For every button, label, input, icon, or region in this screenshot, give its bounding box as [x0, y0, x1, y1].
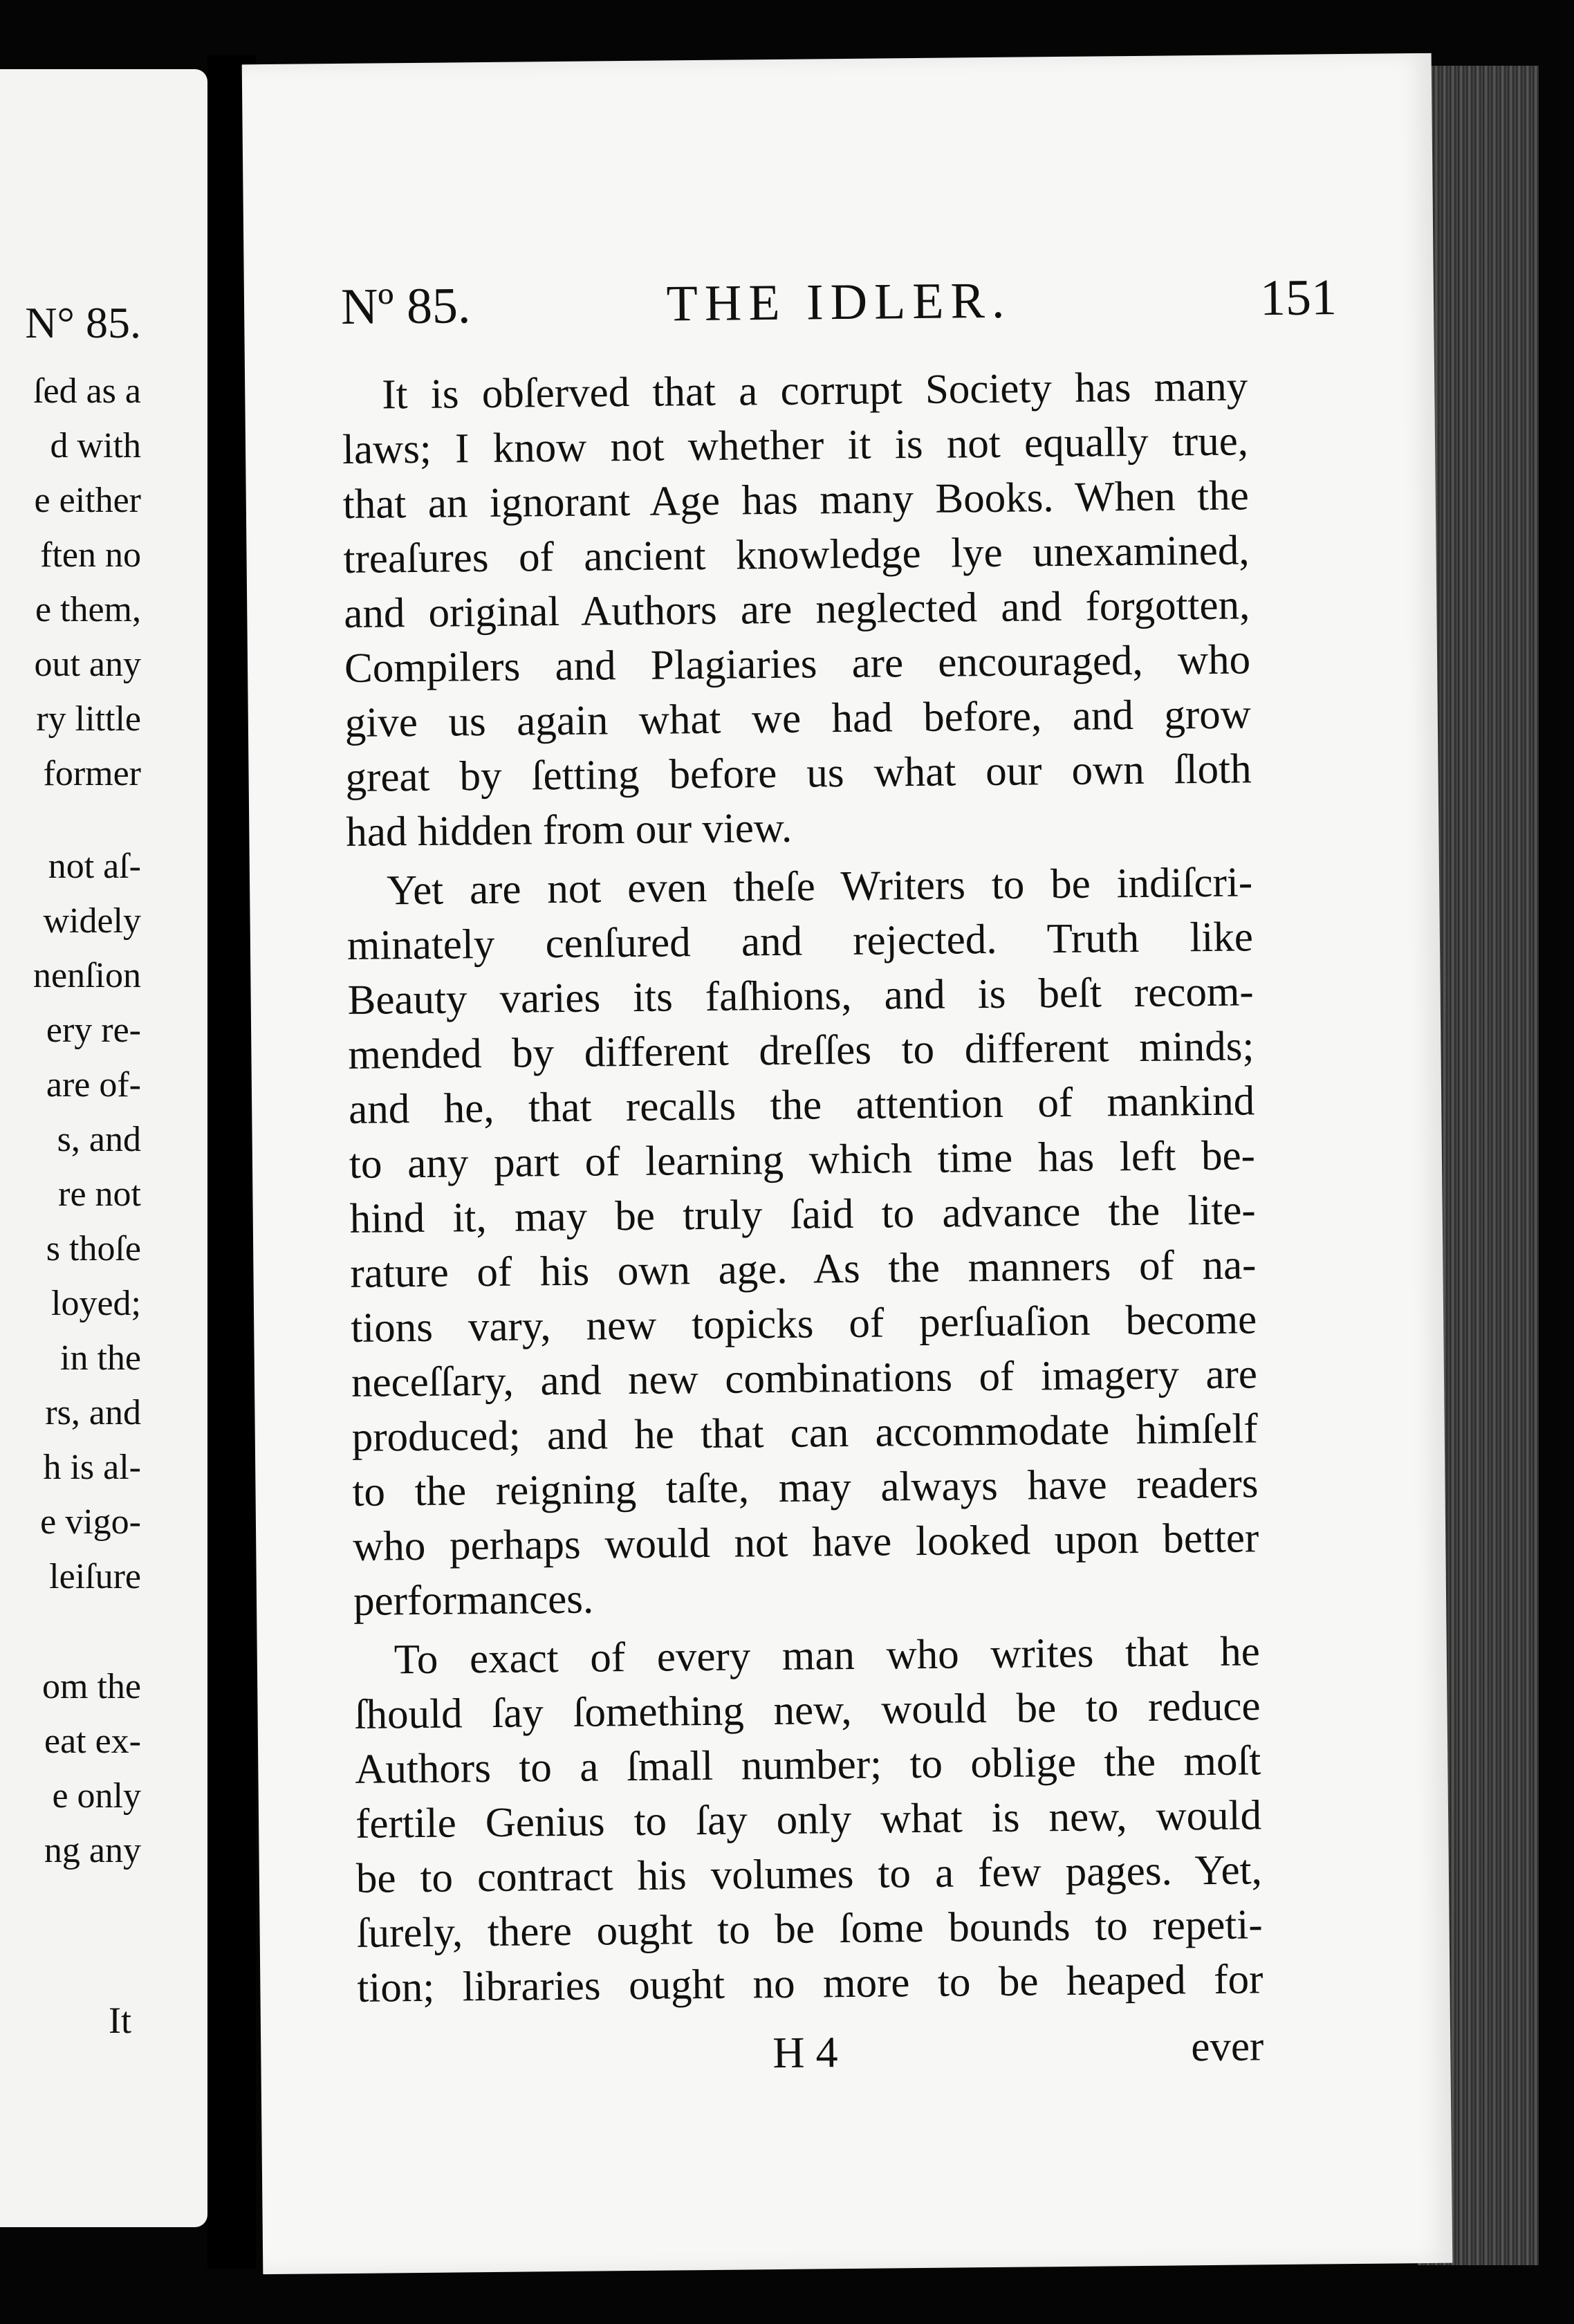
previous-page-fragment	[0, 69, 207, 2227]
previous-page-line: rs, and	[45, 1393, 141, 1432]
previous-page-line: d with	[50, 426, 141, 465]
text-line: ſhould ſay ſomething new, would be to reduce	[354, 1683, 1261, 1738]
previous-page-line: om the	[42, 1667, 141, 1706]
text-line: and original Authors are neglected and forgotten,	[344, 582, 1250, 637]
previous-page-line: e them,	[35, 590, 141, 629]
paragraph	[353, 1624, 1263, 2016]
previous-page-catchword: It	[109, 2000, 131, 2041]
previous-page-line: leiſure	[49, 1557, 141, 1596]
text-line: minately cenſured and rejected. Truth like	[346, 914, 1254, 969]
text-line: To exact of every man who writes that he	[393, 1628, 1261, 1684]
text-line: produced; and he that can accommodate himſelf	[351, 1405, 1259, 1461]
text-line: to the reigning taſte, may always have readers	[352, 1460, 1259, 1515]
running-title: THE IDLER.	[666, 272, 1012, 333]
previous-page-line: loyed;	[51, 1284, 141, 1323]
previous-page-running-number: N° 85.	[25, 298, 141, 347]
text-line: neceſſary, and new combinations of imagery are	[351, 1351, 1258, 1406]
text-line: rature of his own age. As the manners of na-	[350, 1242, 1257, 1297]
paragraph	[346, 855, 1260, 1629]
text-line: who perhaps would not have looked upon better	[352, 1515, 1259, 1570]
text-line: Yet are not even theſe Writers to be indiſcri-	[386, 859, 1253, 914]
text-line: give us again what we had before, and grow	[344, 691, 1252, 746]
previous-page-line: widely	[43, 901, 141, 941]
previous-page-line: not aſ-	[48, 847, 141, 886]
text-line: to any part of learning which time has left be-	[349, 1132, 1256, 1188]
previous-page-line: in the	[60, 1338, 141, 1378]
text-line: Beauty varies its faſhions, and is beſt recom-	[347, 968, 1254, 1024]
previous-page-line: ften no	[40, 535, 141, 575]
previous-page-line: former	[43, 754, 141, 793]
text-line: Compilers and Plagiaries are encouraged, who	[344, 636, 1251, 692]
previous-page-line: ſed as a	[33, 371, 141, 411]
text-line: hind it, may be truly ſaid to advance the lite-	[349, 1187, 1256, 1242]
previous-page-line: e only	[52, 1776, 141, 1816]
text-line: tion; libraries ought no more to be heaped for	[357, 1956, 1263, 2011]
page-number: 151	[1259, 269, 1337, 327]
previous-page-line: h is al-	[43, 1448, 141, 1487]
previous-page-line: eat ex-	[44, 1722, 141, 1761]
previous-page-line: s, and	[57, 1120, 141, 1159]
previous-page-line: are of-	[46, 1065, 141, 1105]
issue-number: Nº 85.	[340, 277, 471, 335]
page-footer	[358, 2022, 1264, 2087]
text-line: mended by different dreſſes to different minds;	[348, 1023, 1254, 1078]
current-page	[242, 53, 1453, 2274]
text-line: Authors to a ſmall number; to oblige the moſt	[355, 1737, 1261, 1793]
text-line: had hidden from our view.	[346, 804, 793, 856]
text-line: great by ſetting before us what our own ſloth	[345, 746, 1252, 801]
text-line: performances.	[353, 1576, 594, 1625]
text-line: treaſures of ancient knowledge lye unexamined,	[343, 527, 1250, 582]
running-header	[341, 268, 1337, 354]
previous-page-line: nenſion	[33, 956, 141, 995]
previous-page-line: e vigo-	[40, 1502, 141, 1542]
previous-page-line: out any	[34, 645, 141, 684]
previous-page-line: ry little	[36, 699, 141, 739]
text-line: that an ignorant Age has many Books. When the	[342, 472, 1250, 528]
page-body-text	[342, 359, 1263, 2015]
previous-page-line: s thoſe	[46, 1229, 141, 1269]
previous-page-line: ery re-	[46, 1011, 141, 1050]
text-line: laws; I know not whether it is not equally true,	[342, 418, 1249, 473]
catchword: ever	[1190, 2023, 1264, 2071]
text-line: ſurely, there ought to be ſome bounds to repeti-	[356, 1901, 1263, 1957]
text-line: It is obſerved that a corrupt Society has many	[381, 363, 1248, 418]
text-line: tions vary, new topicks of perſuaſion become	[350, 1296, 1257, 1352]
text-line: be to contract his volumes to a few pages. Yet,	[355, 1847, 1263, 1902]
text-line: fertile Genius to ſay only what is new, would	[355, 1792, 1262, 1847]
previous-page-line: e either	[34, 481, 141, 520]
paragraph	[342, 359, 1252, 860]
previous-page-line: re not	[58, 1174, 141, 1214]
signature-mark: H 4	[772, 2027, 838, 2078]
previous-page-line: ng any	[44, 1831, 141, 1870]
text-line: and he, that recalls the attention of mankind	[348, 1078, 1255, 1133]
